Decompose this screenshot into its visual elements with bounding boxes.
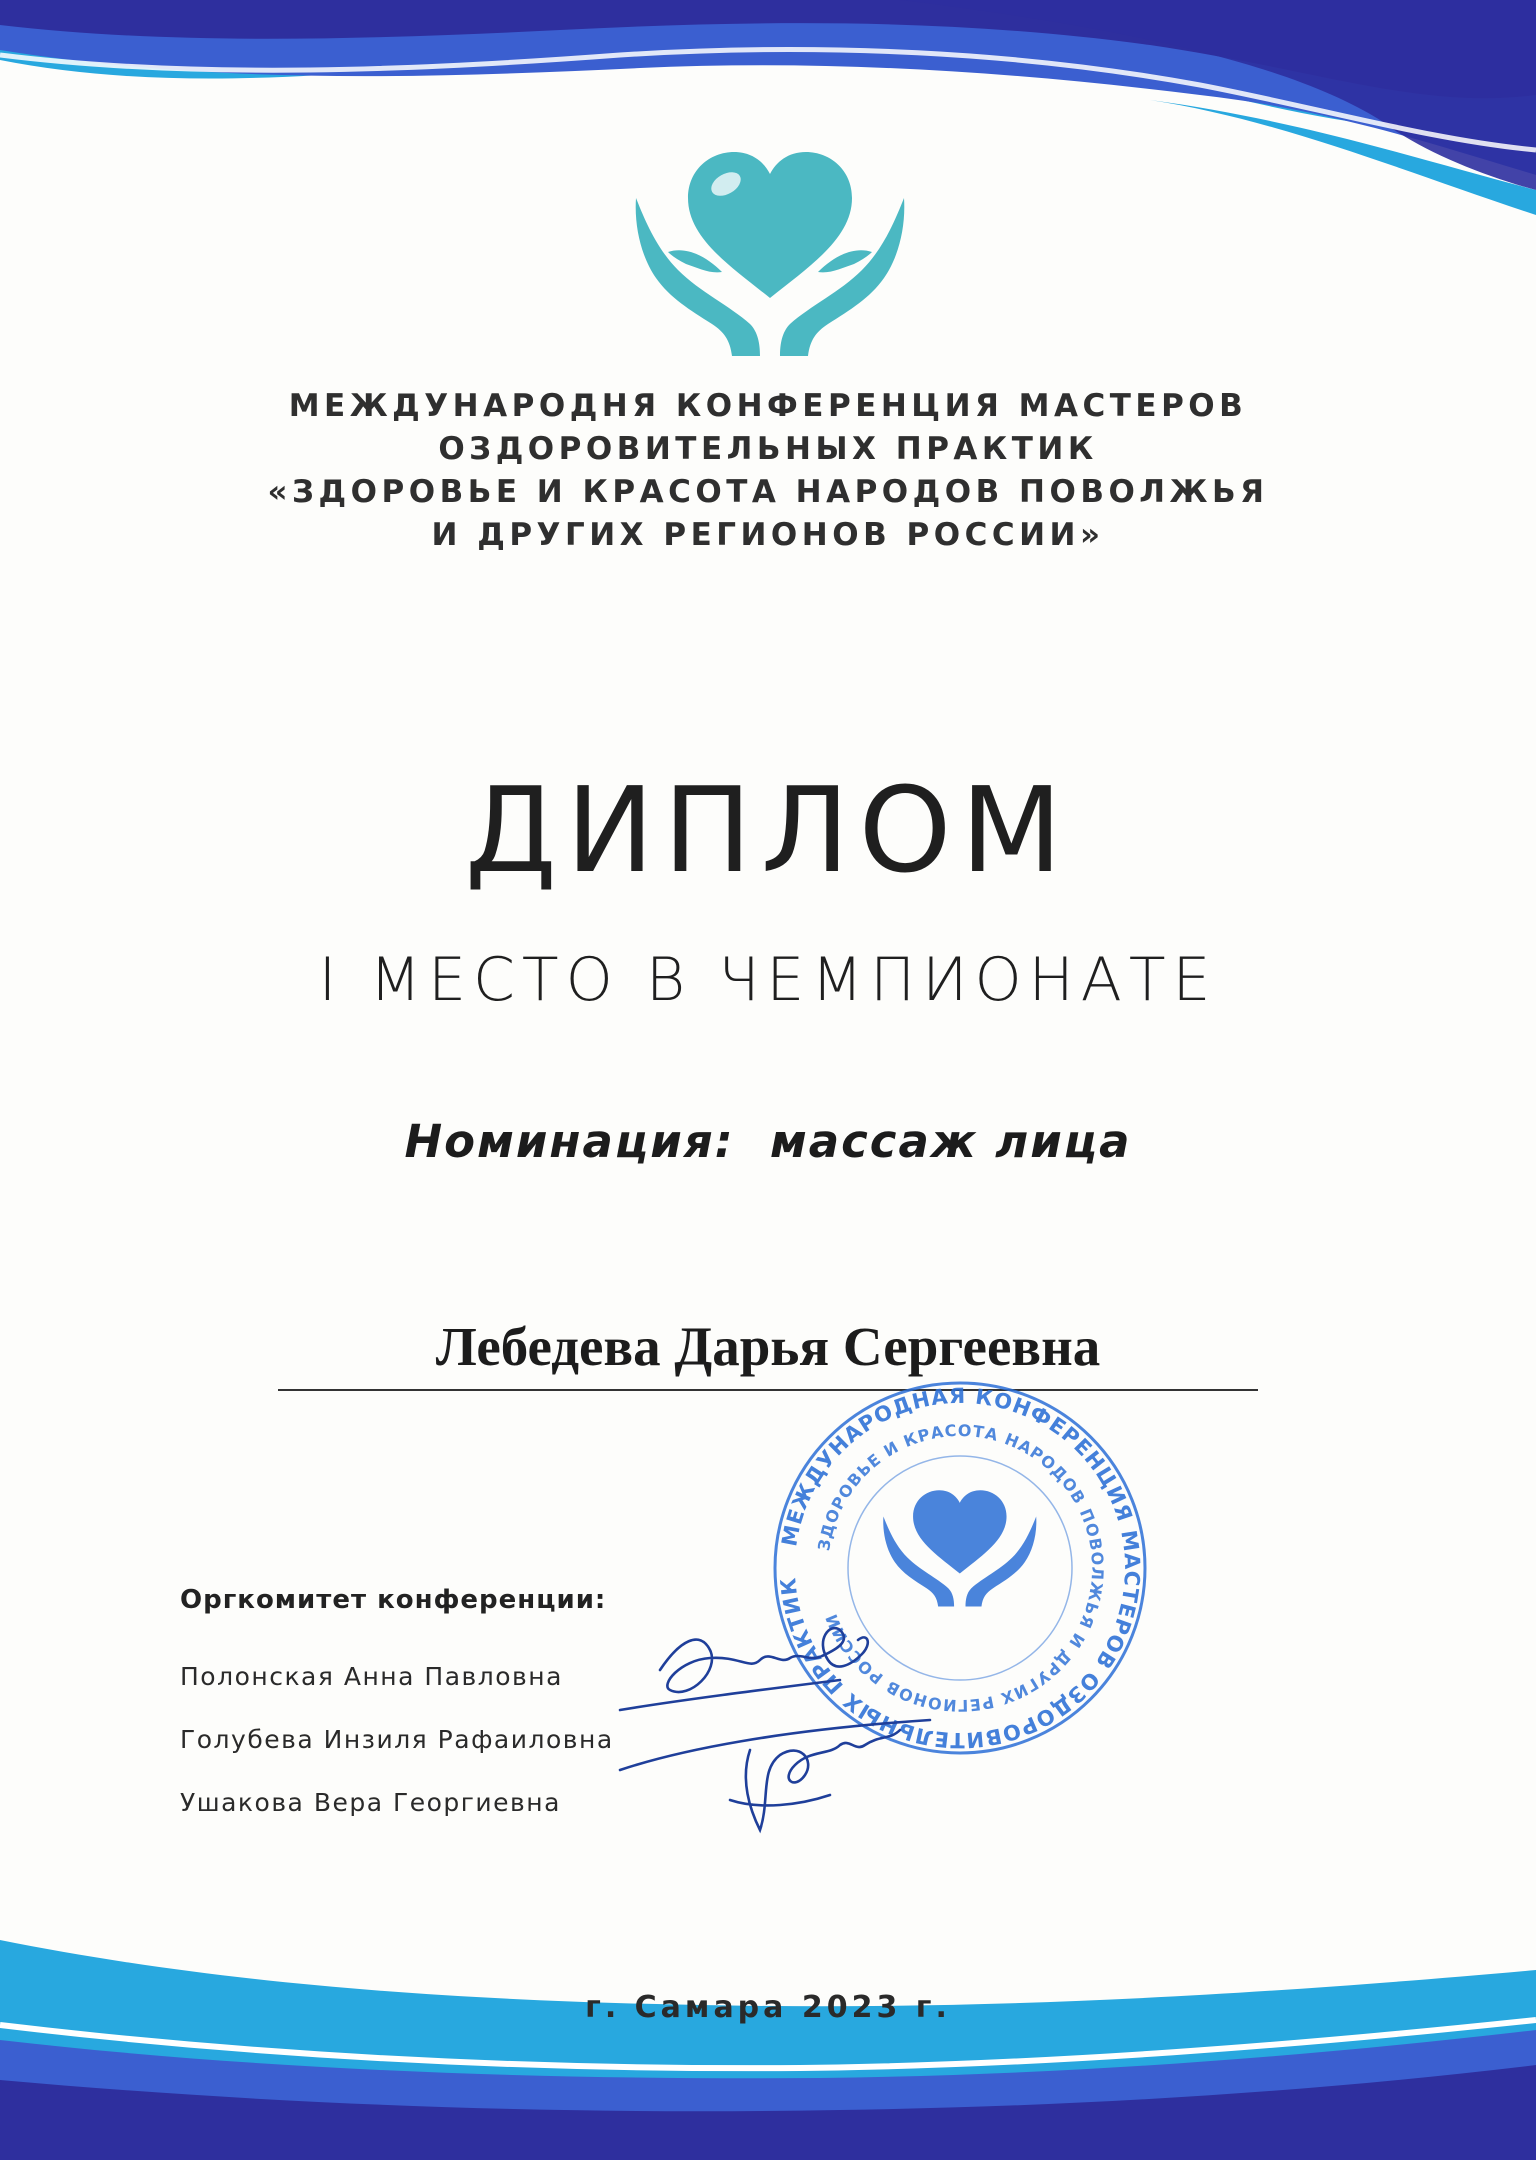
heart-in-hands-icon <box>630 148 910 358</box>
organization-line-2: ОЗДОРОВИТЕЛЬНЫХ ПРАКТИК <box>438 431 1098 467</box>
stamp-outer-text: МЕЖДУНАРОДНАЯ КОНФЕРЕНЦИЯ МАСТЕРОВ ОЗДОРОВИТЕЛЬНЫХ ПРАКТИК <box>776 1383 1145 1753</box>
committee-member-2: Голубева Инзиля Рафаиловна <box>180 1725 614 1754</box>
diploma-title: ДИПЛОМ <box>464 761 1072 899</box>
heart-shape <box>688 152 852 298</box>
organization-line-3: «ЗДОРОВЬЕ И КРАСОТА НАРОДОВ ПОВОЛЖЬЯ <box>267 474 1269 510</box>
committee-members <box>180 1645 614 1834</box>
organization-line-4: И ДРУГИХ РЕГИОНОВ РОССИИ» <box>431 517 1105 553</box>
place-subtitle: I МЕСТО В ЧЕМПИОНАТЕ <box>318 945 1218 1015</box>
stamp-inner-text: ЗДОРОВЬЕ И КРАСОТА НАРОДОВ ПОВОЛЖЬЯ И ДРУГИХ РЕГИОНОВ РОССИИ <box>814 1420 1108 1716</box>
signature-2 <box>620 1720 930 1830</box>
committee-title: Оргкомитет конференции: <box>180 1585 607 1615</box>
handwritten-signatures <box>600 1570 1020 1870</box>
organization-title <box>0 385 1536 557</box>
city-year: г. Самара 2023 г. <box>585 1990 951 2025</box>
nomination-text: Номинация: массаж лица <box>404 1115 1132 1168</box>
committee-member-1: Полонская Анна Павловна <box>180 1662 563 1691</box>
bottom-wave-decoration <box>0 1930 1536 2160</box>
organization-line-1: МЕЖДУНАРОДНЯ КОНФЕРЕНЦИЯ МАСТЕРОВ <box>288 388 1248 424</box>
committee-member-3: Ушакова Вера Георгиевна <box>180 1788 561 1817</box>
recipient-name: Лебедева Дарья Сергеевна <box>435 1316 1101 1377</box>
signature-1 <box>620 1628 868 1710</box>
